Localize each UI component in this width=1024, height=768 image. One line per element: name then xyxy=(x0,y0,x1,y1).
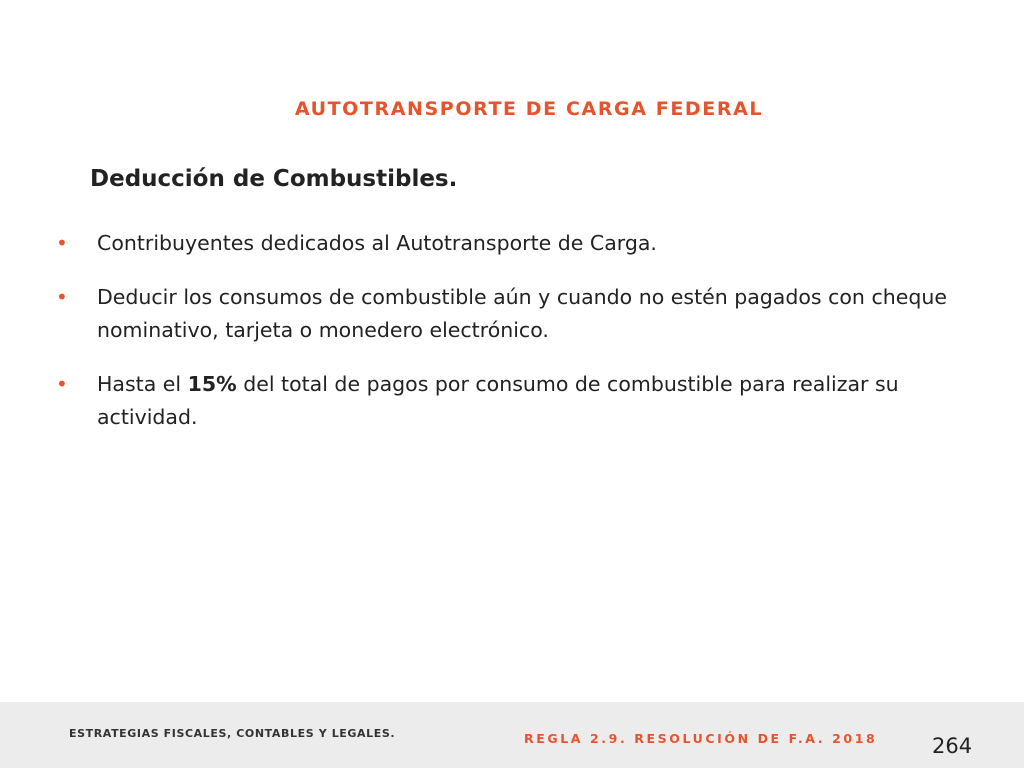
bullet-marker: • xyxy=(56,372,68,396)
bullet-item xyxy=(56,281,976,347)
footer-organization: ESTRATEGIAS FISCALES, CONTABLES Y LEGALES. xyxy=(69,727,396,740)
bullet-marker: • xyxy=(56,285,68,309)
bullet-item xyxy=(56,368,976,434)
bullet-text-before: Hasta el xyxy=(97,372,188,396)
bullet-marker: • xyxy=(56,231,68,255)
bullet-text-after: del total de pagos por consumo de combustible para realizar su actividad. xyxy=(97,372,899,429)
bullet-text-emphasis: 15% xyxy=(187,372,237,396)
bullet-item xyxy=(56,227,976,260)
slide-title: AUTOTRANSPORTE DE CARGA FEDERAL xyxy=(294,98,764,120)
bullet-list xyxy=(56,227,976,455)
page-number: 264 xyxy=(932,734,973,758)
section-heading: Deducción de Combustibles. xyxy=(90,166,458,192)
footer-rule-reference: REGLA 2.9. RESOLUCIÓN DE F.A. 2018 xyxy=(524,731,878,746)
bullet-text: Deducir los consumos de combustible aún y cuando no estén pagados con cheque nominativo, tarjeta o monedero electrónico. xyxy=(97,285,947,342)
bullet-text: Contribuyentes dedicados al Autotransporte de Carga. xyxy=(97,231,657,255)
